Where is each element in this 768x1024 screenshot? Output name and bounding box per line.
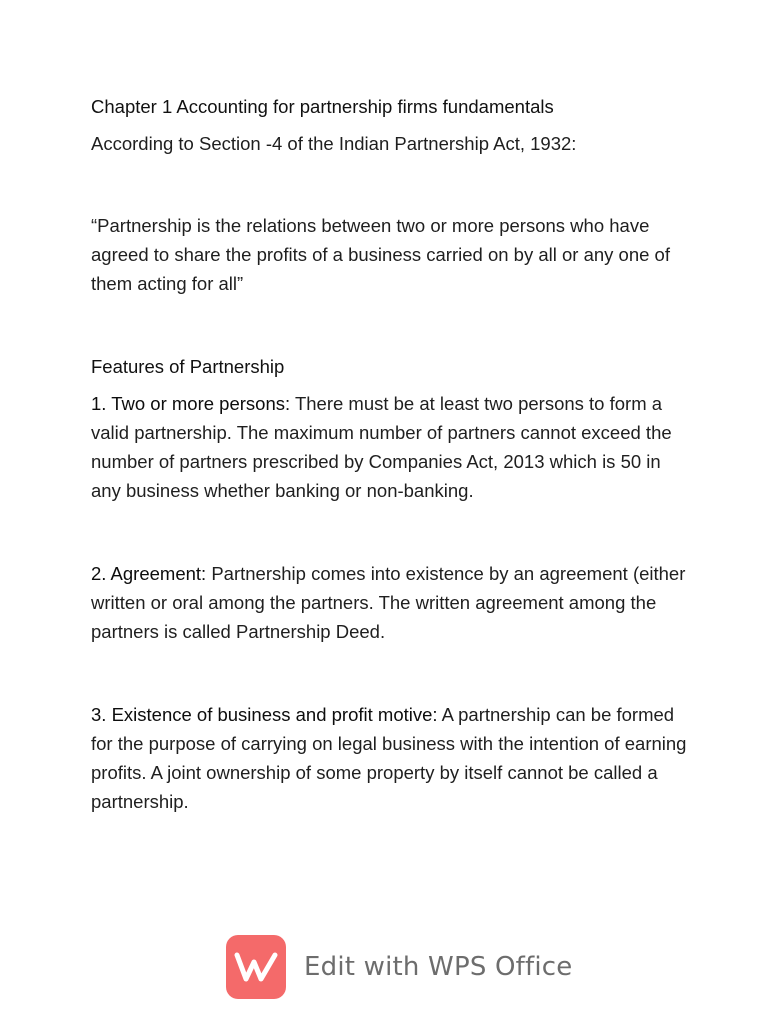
edit-with-wps-label[interactable]: Edit with WPS Office	[304, 952, 573, 982]
wps-w-glyph-icon	[234, 949, 278, 985]
feature-text: A partnership can be formed for the purpose of carrying on legal business with the intention of earning profits. A joint ownership of some property by itself cannot be called a partnership.	[91, 704, 687, 812]
partnership-definition-quote: “Partnership is the relations between two or more persons who have agreed to share the profits of a business carried on by all or any one of them acting for all”	[91, 215, 670, 294]
feature-label: 3. Existence of business and profit motive:	[91, 704, 438, 725]
features-heading: Features of Partnership	[91, 356, 285, 377]
chapter-title: Chapter 1 Accounting for partnership firms fundamentals	[91, 96, 554, 117]
intro-text: According to Section -4 of the Indian Partnership Act, 1932:	[91, 133, 577, 154]
feature-label: 1. Two or more persons:	[91, 393, 291, 414]
feature-text: There must be at least two persons to form a valid partnership. The maximum number of partners cannot exceed the number of partners prescribed by Companies Act, 2013 which is 50 in any business whether banking or non-banking.	[91, 393, 672, 501]
document-page	[91, 92, 691, 816]
feature-label: 2. Agreement:	[91, 563, 207, 584]
feature-item	[91, 389, 691, 505]
feature-item	[91, 559, 691, 646]
feature-text: Partnership comes into existence by an agreement (either written or oral among the partners. The written agreement among the partners is called Partnership Deed.	[91, 563, 686, 642]
edit-with-wps-banner[interactable]	[226, 935, 572, 999]
feature-item	[91, 700, 691, 816]
wps-office-logo-icon	[226, 935, 286, 999]
